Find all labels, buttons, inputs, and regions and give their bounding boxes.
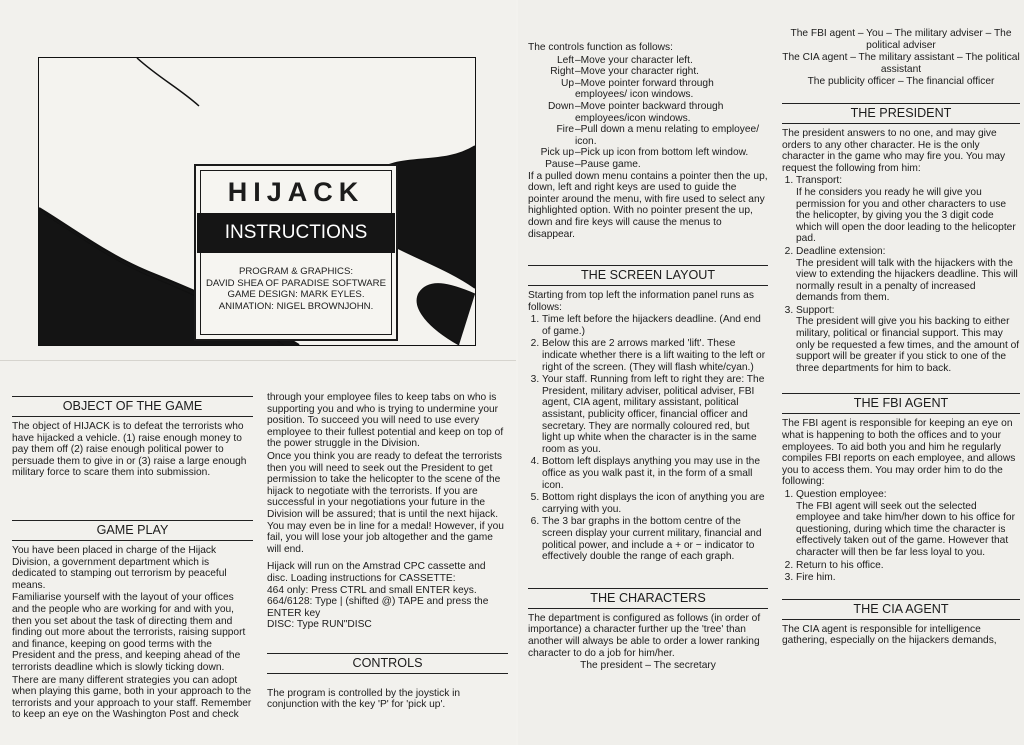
control-row: Down –Move pointer backward through employees/icon windows. xyxy=(547,100,724,124)
characters-text: The department is configured as follows (in order of importance) a character further up the 'tree' than another will always be able to order a lower ranking character to do a job for him/her. xyxy=(528,612,761,659)
list-item: 5. Bottom right displays the icon of anything you are carrying with you. xyxy=(542,492,768,515)
characters-heading: THE CHARACTERS xyxy=(528,588,768,609)
fbi-list xyxy=(782,489,1020,584)
list-item: 1. Question employee: The FBI agent will seek out the selected employee and take him/her down to his office for questioning, during which time the character is effectively taken out of the game. However that character will then be far less loyal to you. xyxy=(796,489,1020,559)
list-item: 6. The 3 bar graphs in the bottom centre of the screen display your current military, financial and political power, and include a + or − indicator to effectively double the range of each graph. xyxy=(542,516,768,562)
cia-heading: THE CIA AGENT xyxy=(782,599,1020,620)
list-item: 2. Below this are 2 arrows marked 'lift'. These indicate whether there is a lift waiting to the left or right of the screen. (They will flash white/cyan.) xyxy=(542,338,768,373)
list-item: 2. Return to his office. xyxy=(796,560,1020,572)
cia-text: The CIA agent is responsible for intelligence gathering, especially on the hijackers demands, xyxy=(782,623,997,647)
gameplay-p1: You have been placed in charge of the Hijack Division, a government department which is dedicated to stamping out terrorism by peaceful means. xyxy=(12,544,227,591)
game-title: HIJACK xyxy=(227,177,365,207)
credits: PROGRAM & GRAPHICS: DAVID SHEA OF PARADISE SOFTWARE GAME DESIGN: MARK EYLES. ANIMATION: NIGEL BROWNJOHN. xyxy=(206,266,386,312)
object-text: The object of HIJACK is to defeat the terrorists who have hijacked a vehicle. (1) raise enough money to pay them off (2) raise enough political power to persuade them to give in or (3) raise a large enough military force to scare them into submission. xyxy=(12,421,247,479)
column-1 xyxy=(12,396,253,722)
gameplay-p3: There are many different strategies you can adopt when playing this game, both in your approach to the terrorists and your approach to your staff. Remember to keep an eye on the Washington Post and check xyxy=(12,674,252,721)
tree-line-4: The publicity officer – The financial officer xyxy=(807,76,995,88)
president-text: The president answers to no one, and may give orders to any other character. He is the only character in the game who may fire you. You may request the following from him: xyxy=(782,127,1006,174)
fbi-heading: THE FBI AGENT xyxy=(782,393,1020,414)
screen-layout-heading: THE SCREEN LAYOUT xyxy=(528,265,768,286)
col2-p2: Once you think you are ready to defeat the terrorists then you will need to seek out the President to get permission to take the helicopter to the scene of the hijack to negotiate with the terrorists. If you are successful in your negotiations your future in the Division will be assured; that is until the next hijack. You may even be in line for a medal! However, if you fail, you will lose your job altogether and the game will end. xyxy=(267,450,504,555)
list-item: 4. Bottom left displays anything you may use in the office as you walk past it, in the form of a small icon. xyxy=(542,456,768,491)
control-row: Left –Move your character left. xyxy=(557,54,693,66)
control-row: Pause –Pause game. xyxy=(545,158,641,170)
menu-text: If a pulled down menu contains a pointer then the up, down, left and right keys are used to guide the pointer around the menu, with fire used to select any highlighted option. With no pointer present the up, down and fire keys will cause the menus to disappear. xyxy=(528,170,768,240)
tree-line-3: The CIA agent – The military assistant – The political assistant xyxy=(782,52,1020,75)
list-item: 3. Fire him. xyxy=(796,572,1020,584)
tree-line-2: The FBI agent – You – The military adviser – The political adviser xyxy=(790,28,1012,51)
list-item: 1. Time left before the hijackers deadline. (And end of game.) xyxy=(542,314,768,337)
control-row: Pick up –Pick up icon from bottom left window. xyxy=(540,147,749,159)
object-heading: OBJECT OF THE GAME xyxy=(12,396,253,417)
instructions-title: INSTRUCTIONS xyxy=(197,213,395,253)
cover-illustration xyxy=(38,57,476,346)
page-fold xyxy=(0,360,516,361)
column-3 xyxy=(528,42,768,673)
control-row: Fire –Pull down a menu relating to employee/ icon. xyxy=(556,124,760,147)
tree-line-1: The president – The secretary xyxy=(580,660,716,672)
list-item: 3. Your staff. Running from left to right they are: The President, military adviser, political adviser, FBI agent, CIA agent, military assistant, political assistant, publicity officer, financial officer and secretary. They are normally coloured red, but light up white when the character is in the same room as you. xyxy=(542,374,768,455)
screen-layout-intro: Starting from top left the information panel runs as follows: xyxy=(528,290,754,313)
column-2 xyxy=(267,392,508,712)
fbi-text: The FBI agent is responsible for keeping an eye on what is happening to both the offices and to your employees. To aid both you and him he regularly compiles FBI reports on each employee, and allows you to access them. You may order him to do the following: xyxy=(782,418,1016,488)
list-item: 2. Deadline extension: The president will talk with the hijackers with the view to extending the hijackers deadline. This will normally result in a penalty of increased demands from them. xyxy=(796,246,1020,304)
controls-heading: CONTROLS xyxy=(267,653,508,674)
screen-layout-list xyxy=(528,314,768,562)
column-4 xyxy=(782,28,1020,648)
controls-text: The program is controlled by the joystick in conjunction with the key 'P' for 'pick up'. xyxy=(267,687,461,711)
col2-p1: through your employee files to keep tabs on who is supporting you and who is trying to undermine your position. To succeed you will need to use every employee to their fullest potential and keep on top of the power struggle in the Division. xyxy=(267,392,504,450)
list-item: 1. Transport: If he considers you ready he will give you permission for you and other characters to use the helicopter, by giving you the 3 digit code which will open the door leading to the helicopter pad. xyxy=(796,175,1020,245)
controls-intro: The controls function as follows: xyxy=(528,42,673,53)
control-row: Up –Move pointer forward through employees/ icon windows. xyxy=(560,77,714,101)
president-list xyxy=(782,175,1020,374)
gameplay-heading: GAME PLAY xyxy=(12,520,253,541)
president-heading: THE PRESIDENT xyxy=(782,103,1020,124)
control-row: Right –Move your character right. xyxy=(550,66,700,78)
title-card xyxy=(194,164,398,341)
gameplay-p2: Familiarise yourself with the layout of your offices and the people who are working for and with you, then you set about the task of directing them and finding out more about the terrorists, raising support and finance, keeping on good terms with the President and the press, and keeping ahead of the terrorists deadline which is slowly ticking down. xyxy=(12,592,246,673)
loading-instructions: Hijack will run on the Amstrad CPC cassette and disc. Loading instructions for CASSETTE: 464 only: Press CTRL and small ENTER keys. 664/6128: Type | (shifted @) TAPE and press the ENTER key DISC: Type RUN"DISC xyxy=(267,561,489,631)
list-item: 3. Support: The president will give you his backing to either military, political or financial support. This may only be requested a few times, and the amount of support will be greater if you stick to one of the three departments for him to back. xyxy=(796,305,1020,375)
